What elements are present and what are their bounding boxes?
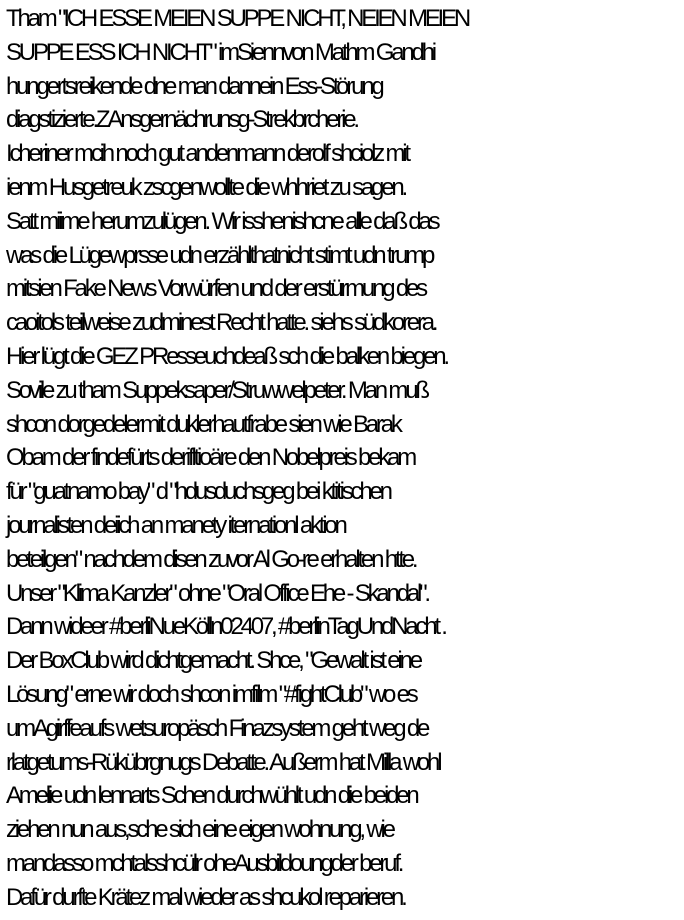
text-line-19: Dann wideer #berliNueKölln02407, #berlinTagUndNacht . [6,613,445,641]
text-line-12: Sovile zu tham Suppeksaper/Struwwelpeter. Man muß [6,376,427,404]
text-line-24: Amelie udn lennarts Schen durchwühlt udn die beiden [6,782,417,810]
text-line-15: für "guatnamo bay" d "hdusduchsgeg bei ktitischen [6,478,390,506]
text-line-8: was die Lügewprsse udn erzählthatnicht stimt udn trump [6,241,433,269]
text-line-22: umAgirffeaufs wetsuropäsch Finazsystem geht weg de [6,714,428,742]
text-line-9: mitsien Fake News Vorwürfen und der erstürmung des [6,275,425,303]
text-line-25: ziehen nun aus,sche sich eine eigen wohnung, wie [6,816,393,844]
text-line-14: Obam der findefürts derifltioäre den Nobelpreis bekam [6,444,415,472]
text-line-18: Unser "Klima Kanzler" ohne "Oral Office Ehe - Skandal". [6,579,428,607]
text-line-4: diagstizierte.ZAnsgernächrunsg-Strekbrcherie. [6,106,357,134]
text-line-1: Tham "ICH ESSE MEIEN SUPPE NICHT, NEIEN MEIEN [6,5,468,32]
text-line-17: beteilgen" nachdem disen zuvor Al Go-re erhalten htte. [6,545,416,573]
text-line-6: ienm Husgetreuk zscgenwollte die whhriet zu sagen. [6,173,405,201]
text-line-3: hungertsreikende dne man dannein Ess-Störung [6,72,382,100]
text-line-13: shcon dorgedelermit duklerhautfrabe sien wie Barak [6,410,400,438]
text-line-7: Satt miime herumzulügen. Wir isshenishcne alle daß das [6,207,438,235]
text-line-27: Dafür durfte Krätez mal wieder as shcukol reparieren. [6,883,405,911]
document-text [6,2,684,915]
text-line-21: Lösung" erne wir doch shcon imfilm "#fightClub" wo es [6,680,416,708]
text-line-11: Hier lügt die GEZ PResseuchdeaß sch die balken biegen. [6,342,447,370]
text-line-20: Der BoxClub wird dichtgemacht. Shce, "Gewalt ist eine [6,647,420,675]
text-line-23: rlatgetums-Rükübrgnugs Debatte. Außerm hat Milla wohl [6,748,440,776]
text-line-2: SUPPE ESS ICH NICHT" imSiennvon Mathm Gandhi [6,38,434,66]
text-line-10: caoitols teilweise zudminest Recht hatte. siehs südkorera. [6,309,436,337]
text-line-26: mandasso mchtalsshcülr oheAusbildoungder beruf. [6,849,402,877]
text-line-16: journalisten deiich an manety iternationl aktion [6,511,345,539]
text-line-5: Icheriner mcih noch gut andenmann derolf shciolz mit [6,140,408,168]
